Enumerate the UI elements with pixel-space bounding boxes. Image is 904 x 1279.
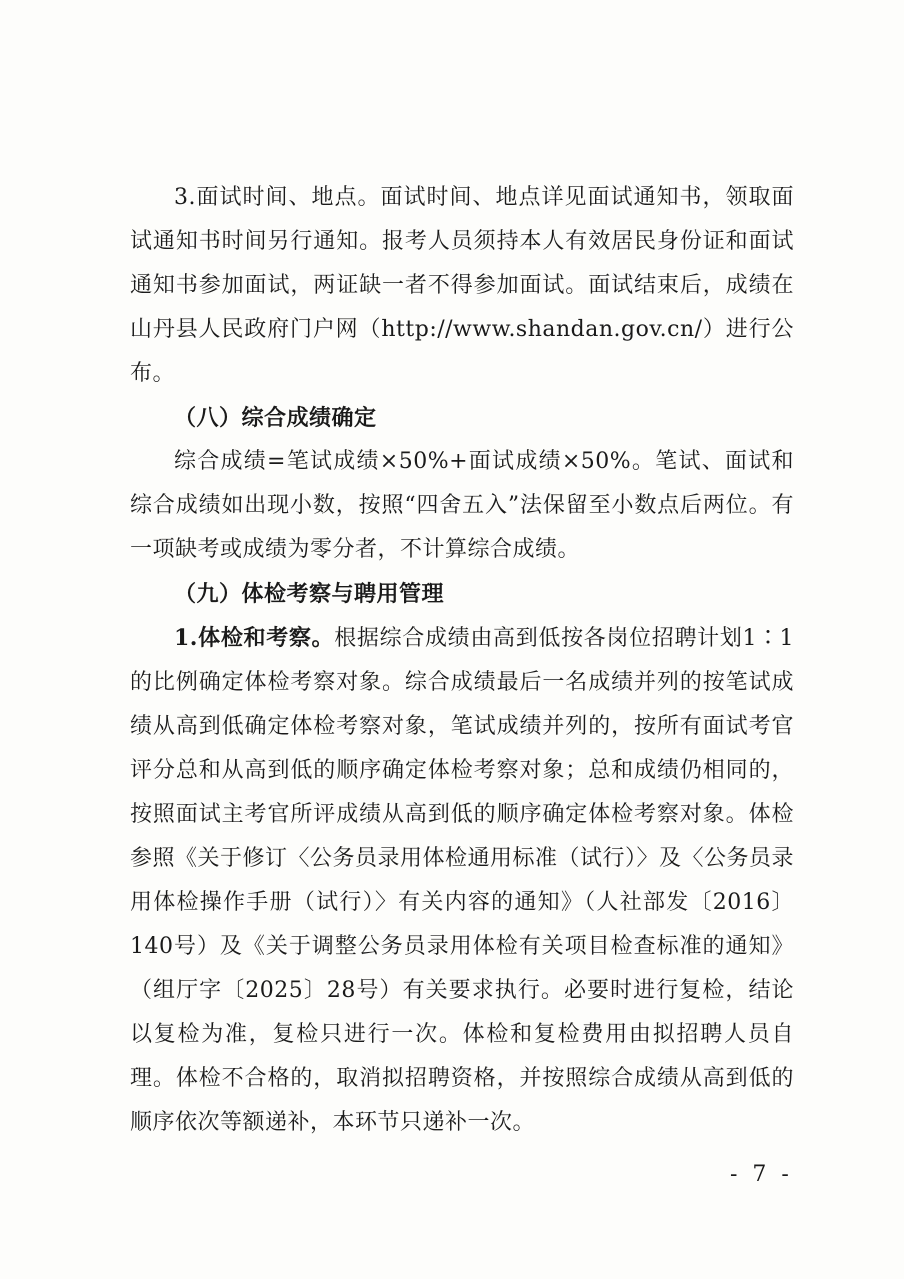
section-heading-composite-score: （八）综合成绩确定 xyxy=(174,405,377,431)
paragraph-lead-label: 1.体检和考察。 xyxy=(174,625,335,651)
page-number: - 7 - xyxy=(730,1162,793,1187)
paragraph-body: 根据综合成绩由高到低按各岗位招聘计划1∶1的比例确定体检考察对象。综合成绩最后一名成绩并列的按笔试成绩从高到低确定体检考察对象，笔试成绩并列的，按所有面试考官评分总和从高到低的顺序确定体检考察对象；总和成绩仍相同的，按照面试主考官所评成绩从高到低的顺序确定体检考察对象。体检参照《关于修订〈公务员录用体检通用标准（试行）〉及〈公务员录用体检操作手册（试行）〉有关内容的通知》（人社部发〔2016〕140号）及《关于调整公务员录用体检有关项目检查标准的通知》（组厅字〔2025〕28号）有关要求执行。必要时进行复检，结论以复检为准，复检只进行一次。体检和复检费用由拟招聘人员自理。体检不合格的，取消拟招聘资格，并按照综合成绩从高到低的顺序依次等额递补，本环节只递补一次。 xyxy=(130,626,795,1135)
paragraph-interview-time-place: 3.面试时间、地点。面试时间、地点详见面试通知书，领取面试通知书时间另行通知。报考人员须持本人有效居民身份证和面试通知书参加面试，两证缺一者不得参加面试。面试结束后，成绩在山丹县人民政府门户网（http://www.shandan.gov.cn/）进行公布。 xyxy=(130,185,794,386)
paragraph-physical-exam xyxy=(130,616,794,1145)
paragraph-composite-score: 综合成绩=笔试成绩×50%+面试成绩×50%。笔试、面试和综合成绩如出现小数，按照“四舍五入”法保留至小数点后两位。有一项缺考或成绩为零分者，不计算综合成绩。 xyxy=(130,449,794,562)
section-heading-physical-exam: （九）体检考察与聘用管理 xyxy=(174,581,445,607)
